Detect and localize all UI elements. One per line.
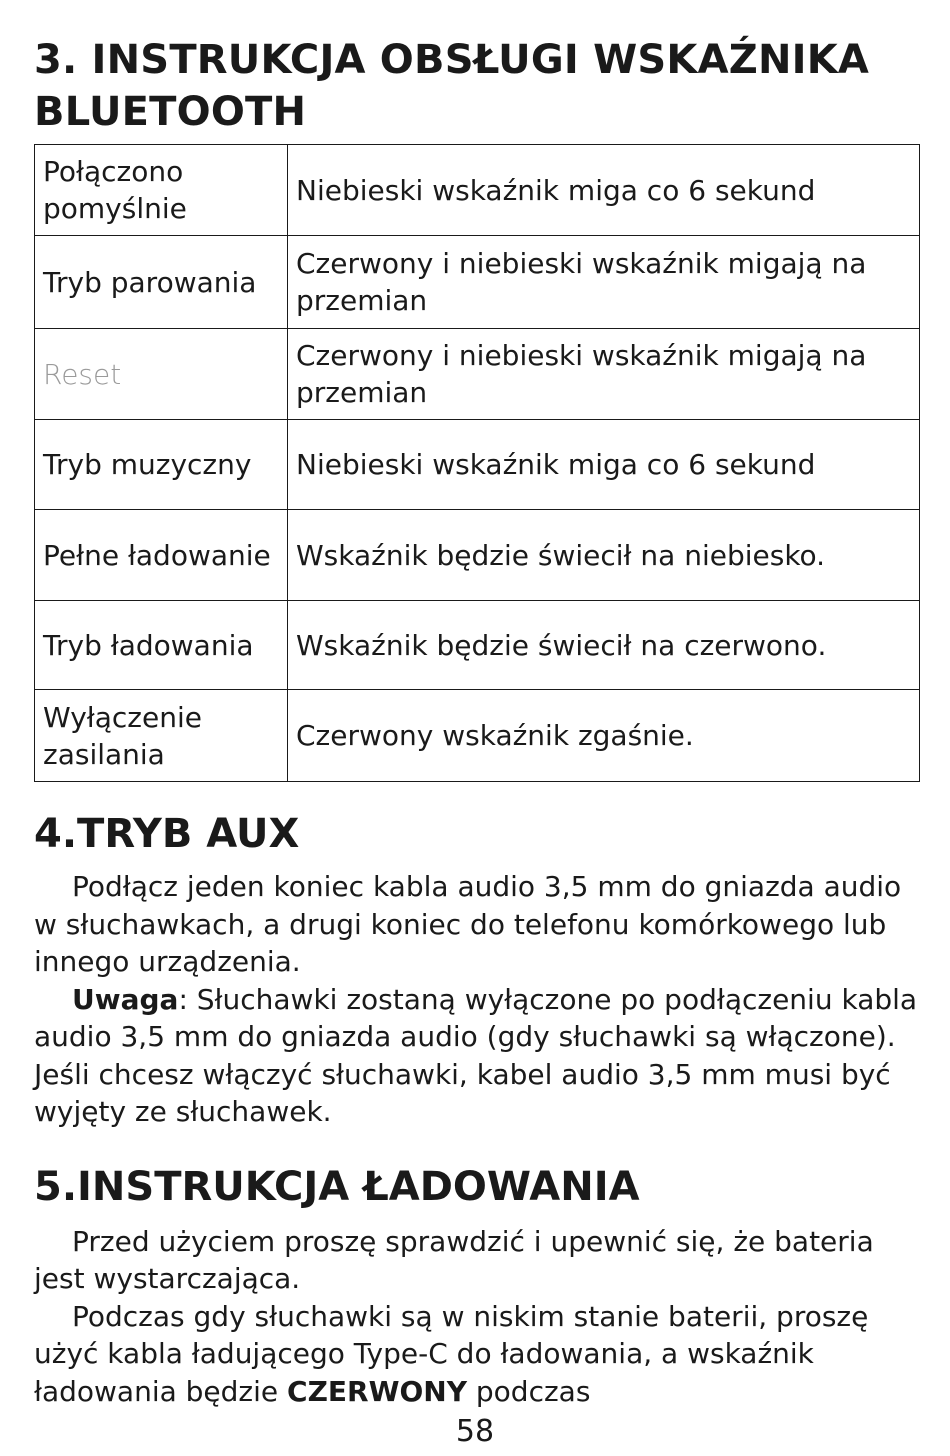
state-cell: Tryb ładowania: [35, 601, 288, 690]
charging-color-red: CZERWONY: [287, 1374, 467, 1408]
state-cell: Połączono pomyślnie: [35, 145, 288, 236]
section-3-heading-line1: 3. INSTRUKCJA OBSŁUGI WSKAŹNIKA: [34, 37, 870, 83]
charging-text-end: podczas: [466, 1374, 591, 1408]
section-3-heading-line2: BLUETOOTH: [34, 89, 307, 135]
table-row: [35, 690, 920, 782]
note-text: : Słuchawki zostaną wyłączone po podłączeniu kabla audio 3,5 mm do gniazda audio (gdy słuchawki są włączone). Jeśli chcesz włączyć słuchawki, kabel audio 3,5 mm musi być wyjęty ze słuchawek.: [34, 982, 918, 1128]
section-4-heading: 4.TRYB AUX: [34, 811, 300, 857]
section-5-body: [34, 1223, 920, 1411]
charging-text-start: Podczas gdy słuchawki są w niskim stanie baterii, proszę użyć kabla ładującego Type-C do ładowania, a wskaźnik ładowania będzie: [34, 1299, 869, 1408]
manual-page: [34, 34, 920, 1410]
aux-paragraph: Podłącz jeden koniec kabla audio 3,5 mm do gniazda audio w słuchawkach, a drugi koniec do telefonu komórkowego lub innego urządzenia.: [34, 870, 902, 978]
table-row: [35, 601, 920, 690]
note-label: Uwaga: [72, 982, 179, 1016]
indicator-cell: Niebieski wskaźnik miga co 6 sekund: [288, 145, 920, 236]
table-row: [35, 236, 920, 329]
state-cell: Wyłączenie zasilania: [35, 690, 288, 782]
indicator-cell: Czerwony i niebieski wskaźnik migają na przemian: [288, 329, 920, 420]
table-row: [35, 420, 920, 510]
section-5-heading: 5.INSTRUKCJA ŁADOWANIA: [34, 1163, 640, 1210]
charging-paragraph-1: Przed użyciem proszę sprawdzić i upewnić się, że bateria jest wystarczająca.: [34, 1224, 874, 1295]
indicator-cell: Czerwony i niebieski wskaźnik migają na przemian: [288, 236, 920, 329]
section-3-heading: [34, 34, 920, 138]
indicator-cell: Niebieski wskaźnik miga co 6 sekund: [288, 420, 920, 510]
indicator-cell: Wskaźnik będzie świecił na czerwono.: [288, 601, 920, 690]
aux-note-paragraph: [34, 981, 920, 1131]
bluetooth-indicator-table: [34, 144, 920, 782]
page-number: 58: [455, 1414, 495, 1449]
state-cell: Tryb muzyczny: [35, 420, 288, 510]
state-cell: Pełne ładowanie: [35, 510, 288, 601]
table-row: [35, 329, 920, 420]
state-cell: Tryb parowania: [35, 236, 288, 329]
section-4-body: [34, 868, 920, 1131]
table-row: [35, 145, 920, 236]
indicator-cell: Wskaźnik będzie świecił na niebiesko.: [288, 510, 920, 601]
table-row: [35, 510, 920, 601]
indicator-cell: Czerwony wskaźnik zgaśnie.: [288, 690, 920, 782]
state-cell: Reset: [35, 329, 288, 420]
charging-paragraph-2: [34, 1298, 920, 1411]
